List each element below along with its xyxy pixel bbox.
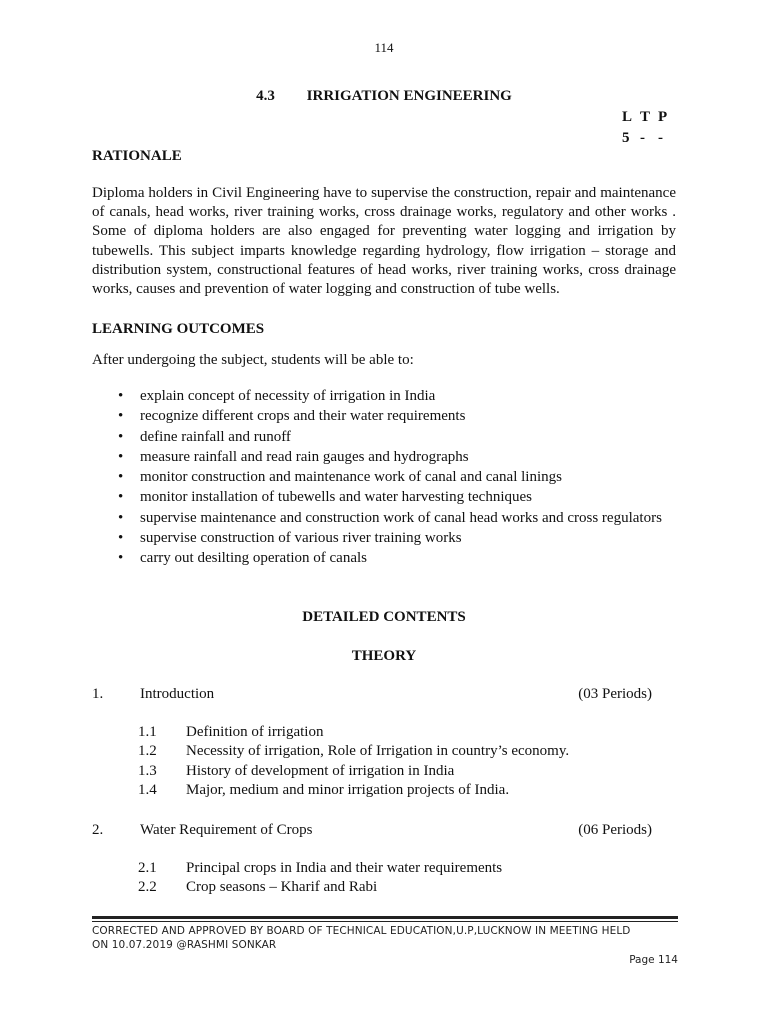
list-item: • explain concept of necessity of irrigation in India [118,386,678,406]
topic-periods: (03 Periods) [578,686,652,702]
footer-line-2: ON 10.07.2019 @RASHMI SONKAR [92,939,277,951]
subtopic-text: Definition of irrigation [186,724,324,740]
subtopic-number: 1.2 [138,743,157,760]
subtopic-number: 1.4 [138,781,157,798]
page-number-top: 114 [374,40,394,55]
topic-title: Water Requirement of Crops [140,822,313,838]
section-title-text: IRRIGATION ENGINEERING [306,88,512,104]
ltp-values [622,130,676,147]
ltp-value-l: 5 [622,130,630,146]
subtopic-text: Principal crops in India and their water requirements [186,860,503,876]
theory-heading: THEORY [351,648,417,664]
subtopic-text: Necessity of irrigation, Role of Irrigation in country’s economy. [186,743,570,760]
topic-number: 1. [92,686,104,702]
list-item: • recognize different crops and their water requirements [118,406,678,426]
footer-approval-note [92,924,682,952]
footer-page-number: Page 114 [629,954,678,966]
section-number: 4.3 [256,88,275,104]
subtopic-number: 1.1 [138,724,157,740]
subtopic-text: Major, medium and minor irrigation projects of India. [186,781,510,798]
topic-periods: (06 Periods) [578,822,652,838]
detailed-contents-heading: DETAILED CONTENTS [302,609,466,625]
list-item: • carry out desilting operation of canals [118,548,678,568]
footer-rule-thick [92,916,678,919]
learning-outcomes-list [118,386,678,569]
list-item: • monitor installation of tubewells and water harvesting techniques [118,487,678,507]
list-item: • supervise maintenance and construction work of canal head works and cross regulators [118,508,678,528]
ltp-header-l: L [622,109,633,125]
list-item: • supervise construction of various river training works [118,528,678,548]
subtopic-text: History of development of irrigation in India [186,762,455,779]
learning-outcomes-intro: After undergoing the subject, students will be able to: [92,352,414,368]
ltp-value-p: - [658,130,663,146]
ltp-header-p: P [658,109,668,125]
learning-outcomes-heading: LEARNING OUTCOMES [92,321,265,337]
ltp-value-t: - [640,130,645,146]
ltp-header-t: T [640,109,651,125]
ltp-headers [622,109,676,126]
list-item: • measure rainfall and read rain gauges and hydrographs [118,447,678,467]
subtopic-number: 2.1 [138,860,157,876]
subtopic-number: 2.2 [138,879,157,896]
footer-rule-thin [92,921,678,922]
topic-number: 2. [92,822,104,838]
rationale-heading: RATIONALE [92,148,182,164]
topic-title: Introduction [140,686,215,702]
footer-line-1: CORRECTED AND APPROVED BY BOARD OF TECHNICAL EDUCATION,U.P,LUCKNOW IN MEETING HELD [92,925,631,937]
list-item: • define rainfall and runoff [118,427,678,447]
rationale-text: Diploma holders in Civil Engineering have to supervise the construction, repair and maintenance of canals, head works, river training works, cross drainage works, regulatory and other works . Some of diploma holders are also engaged for preventing water logging and irrigation by tubewells. This subject imparts knowledge regarding hydrology, flow irrigation – storage and distribution system, constructional features of head works, river training works, cross drainage works, causes and prevention of water logging and construction of tube wells. [92,185,676,298]
subtopic-text: Crop seasons – Kharif and Rabi [186,879,378,896]
section-title [0,88,768,105]
list-item: • monitor construction and maintenance work of canal and canal linings [118,467,678,487]
subtopic-number: 1.3 [138,762,157,779]
